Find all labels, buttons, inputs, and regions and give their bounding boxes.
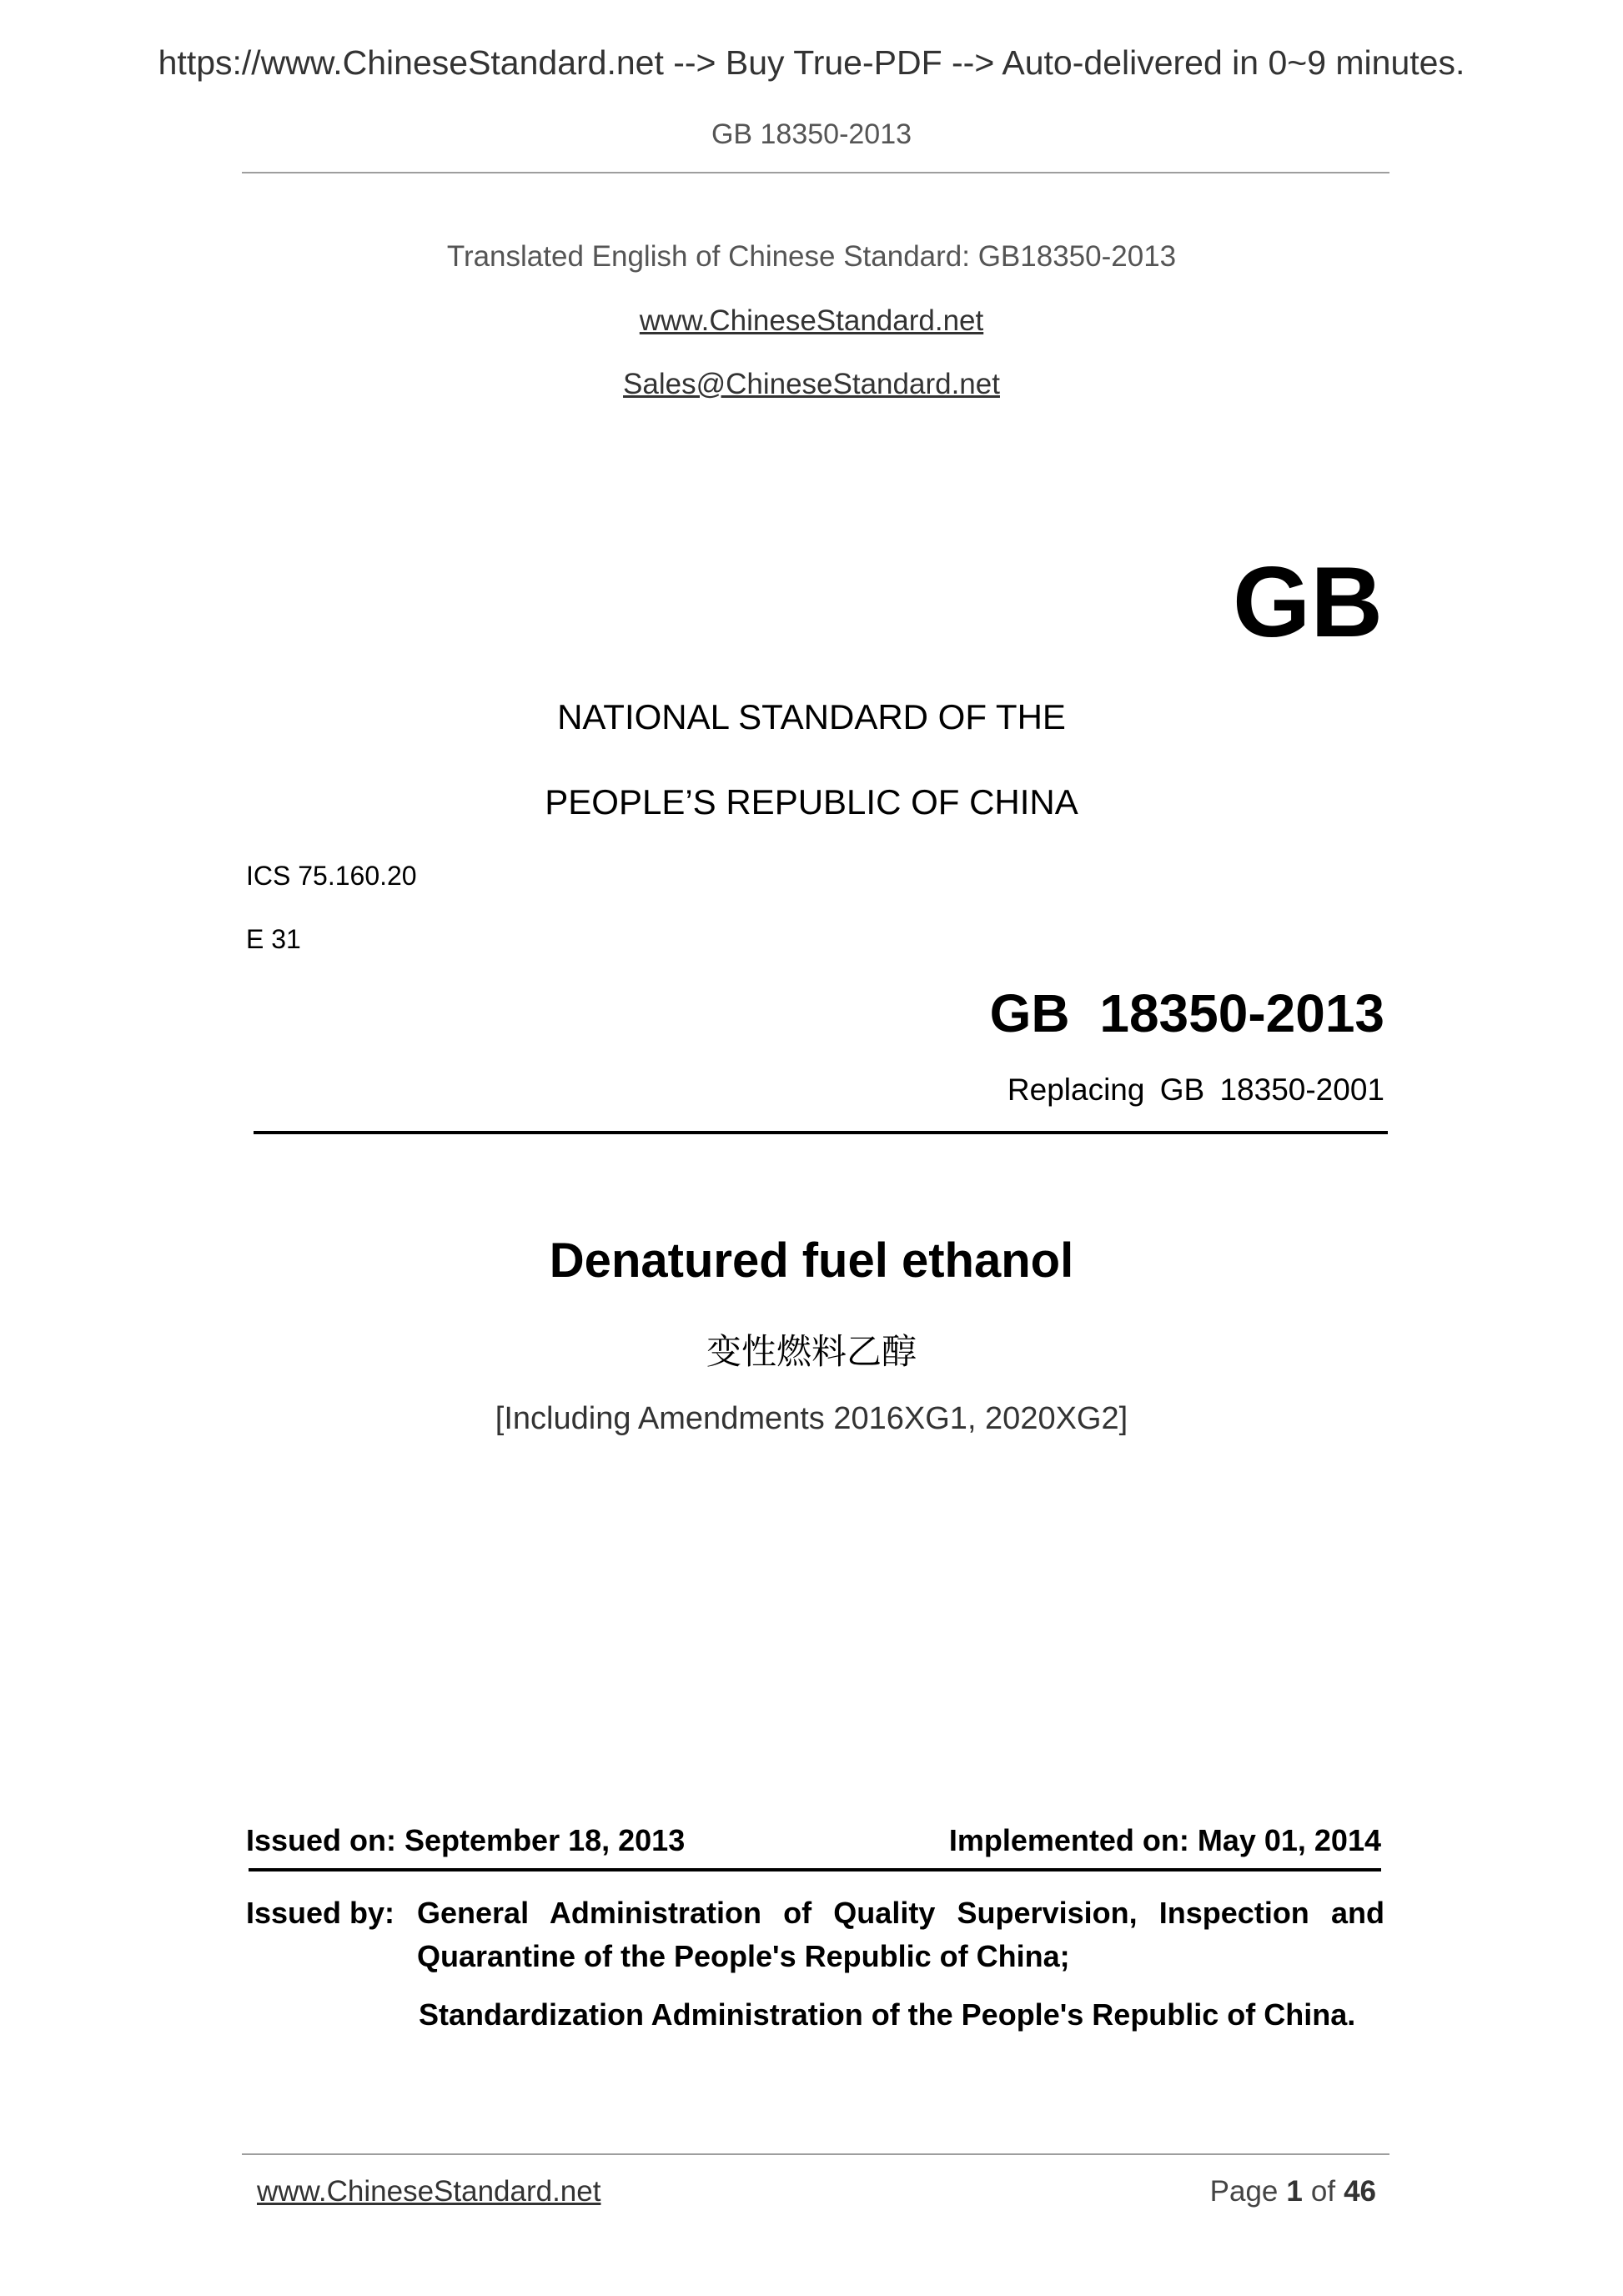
document-title-chinese: 变性燃料乙醇 — [706, 1332, 917, 1371]
translation-note: Translated English of Chinese Standard: GB18350-2013 — [446, 240, 1177, 273]
replacing-note: Replacing GB 18350-2001 — [1007, 1073, 1384, 1107]
top-banner: https://www.ChineseStandard.net --> Buy True-PDF --> Auto-delivered in 0~9 minutes. — [158, 43, 1465, 82]
national-standard-line2: PEOPLE’S REPUBLIC OF CHINA — [545, 782, 1078, 821]
email-link-wrap — [0, 368, 1623, 401]
category-code: E 31 — [246, 924, 301, 954]
footer-website-link[interactable]: www.ChineseStandard.net — [257, 2175, 601, 2208]
standard-number: GB 18350-2013 — [989, 983, 1384, 1043]
title-divider — [254, 1131, 1388, 1134]
issued-on: Issued on: September 18, 2013 — [246, 1823, 686, 1857]
issuance-divider — [249, 1868, 1381, 1871]
page-current: 1 — [1286, 2175, 1303, 2208]
issuer-aqsiq: General Administration of Quality Supervision, Inspection and Quarantine of the People's Republic of China; — [417, 1896, 1384, 1973]
website-link[interactable]: www.ChineseStandard.net — [639, 304, 984, 337]
header-doc-code: GB 18350-2013 — [711, 118, 912, 150]
issued-by-label: Issued by: — [246, 1896, 395, 1930]
document-title: Denatured fuel ethanol — [549, 1233, 1074, 1288]
header-divider — [242, 172, 1389, 173]
page-indicator — [1210, 2175, 1384, 2208]
page-total: 46 — [1344, 2175, 1376, 2208]
issuer-sac: Standardization Administration of the People's Republic of China. — [419, 1997, 1356, 2032]
ics-code: ICS 75.160.20 — [246, 861, 417, 891]
page-of: of — [1310, 2175, 1336, 2208]
page-label: Page — [1209, 2175, 1279, 2208]
gb-mark: GB — [1233, 546, 1383, 658]
amendments-note: [Including Amendments 2016XG1, 2020XG2] — [495, 1401, 1128, 1436]
website-link-wrap — [0, 304, 1623, 338]
email-link[interactable]: Sales@ChineseStandard.net — [623, 368, 1000, 400]
national-standard-line1: NATIONAL STANDARD OF THE — [557, 697, 1066, 736]
implemented-on: Implemented on: May 01, 2014 — [948, 1823, 1381, 1857]
footer-divider — [242, 2153, 1389, 2155]
